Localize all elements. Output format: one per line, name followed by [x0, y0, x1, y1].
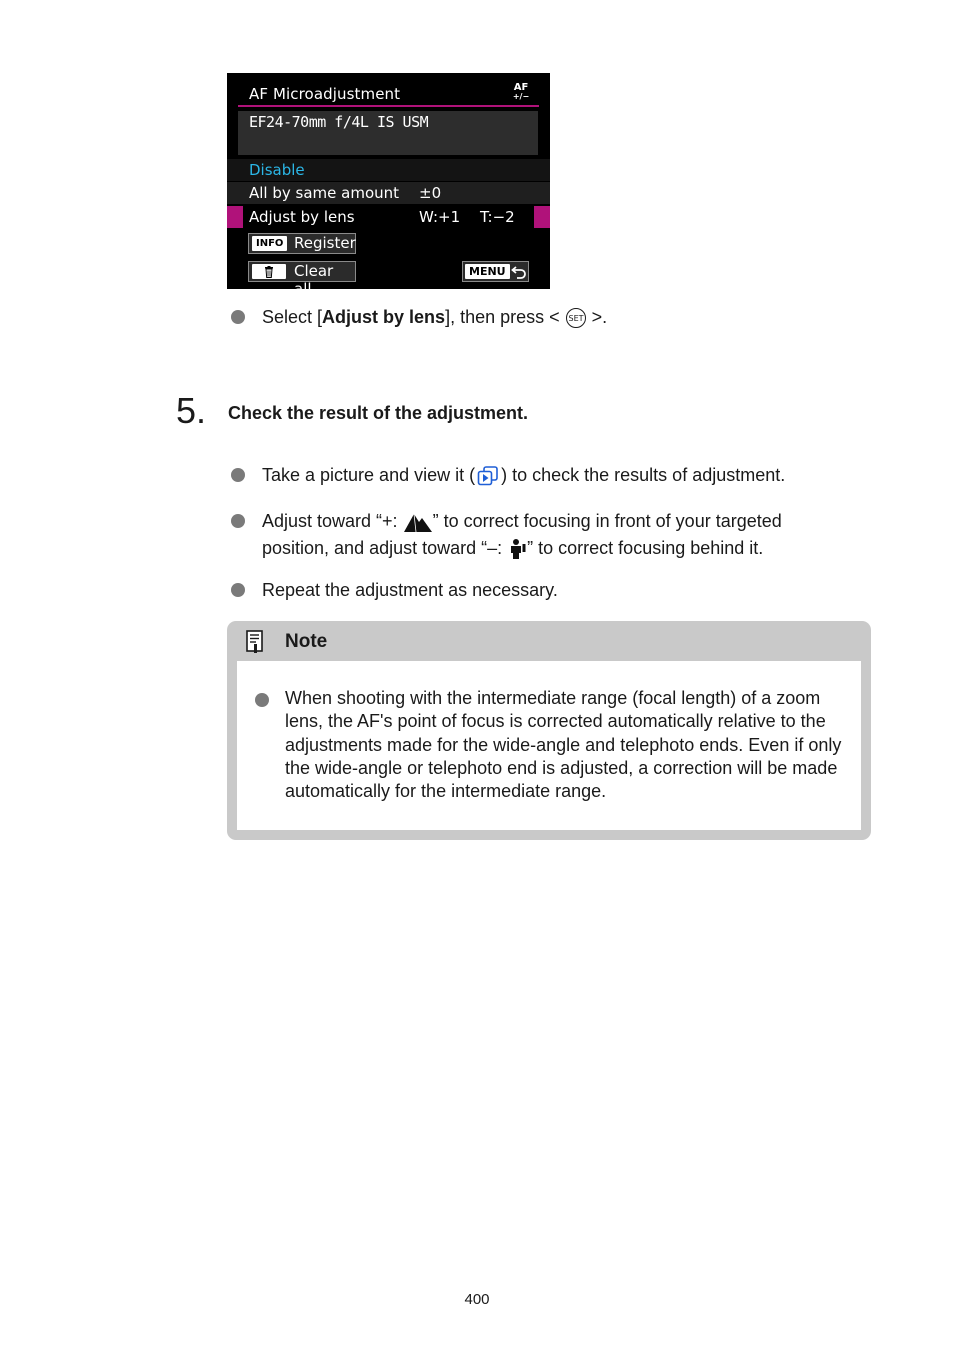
trash-icon	[252, 264, 286, 279]
list-bullet	[255, 693, 269, 707]
menu-option-all-same[interactable]	[227, 182, 550, 204]
list-bullet	[231, 583, 245, 597]
set-button-icon	[565, 307, 587, 329]
clear-all-button[interactable]	[248, 261, 356, 298]
af-icon-top: AF	[513, 82, 529, 93]
list-item-text: ) to check the results of adjustment.	[501, 465, 786, 485]
list-item-text: Adjust toward “+:	[262, 511, 403, 531]
option-disable-label: Disable	[249, 161, 305, 179]
instruction-text: Select [	[262, 307, 323, 327]
list-item-text: position, and adjust toward “–:	[262, 538, 508, 558]
note-body	[237, 661, 861, 830]
instruction-text: >.	[586, 307, 608, 327]
register-button[interactable]	[248, 233, 356, 254]
menu-option-adjust-by-lens[interactable]	[227, 206, 550, 228]
af-microadjust-icon	[511, 83, 531, 103]
info-tag: INFO	[252, 236, 287, 251]
menu-return-icon	[511, 265, 527, 279]
note-box	[227, 621, 871, 840]
instruction-text: ], then press <	[445, 307, 565, 327]
svg-text:SET: SET	[568, 314, 584, 324]
lens-name: EF24-70mm f/4L IS USM	[249, 113, 429, 131]
option-adjust-tele: T:−2	[480, 208, 515, 226]
instruction-bold: Adjust by lens	[322, 307, 446, 327]
register-label: Register	[294, 234, 356, 252]
list-item	[262, 508, 782, 562]
list-bullet	[231, 310, 245, 324]
option-all-value: ±0	[419, 184, 442, 202]
step-number: 5.	[176, 390, 207, 431]
list-item-text: ” to correct focusing in front of your targeted	[432, 511, 782, 531]
list-item-text: ” to correct focusing behind it.	[527, 538, 764, 558]
note-title: Note	[285, 631, 328, 652]
option-adjust-wide: W:+1	[419, 208, 461, 226]
screen-title: AF Microadjustment	[249, 85, 401, 103]
af-icon-bottom: +/−	[512, 92, 530, 101]
note-text: When shooting with the intermediate range (focal length) of a zoom lens, the AF's point of focus is corrected automatically relative to the adjustments made for the wide-angle and telephoto ends. Even if only the wide-angle or telephoto end is adjusted, a correction will be made automatically for the intermediate range.	[285, 688, 842, 802]
menu-return-button[interactable]	[462, 261, 529, 282]
menu-option-disable[interactable]	[227, 159, 550, 181]
option-adjust-label: Adjust by lens	[249, 208, 355, 226]
menu-tag: MENU	[465, 264, 510, 279]
list-item	[262, 462, 785, 489]
note-icon	[246, 630, 264, 654]
title-rule	[238, 105, 539, 107]
playback-icon	[477, 466, 499, 486]
lens-box	[238, 111, 538, 155]
list-item-text: Take a picture and view it (	[262, 465, 476, 485]
clear-all-label: Clear all	[294, 262, 334, 298]
list-bullet	[231, 514, 245, 528]
list-bullet	[231, 468, 245, 482]
camera-screen	[227, 73, 550, 298]
list-item: Repeat the adjustment as necessary.	[262, 580, 558, 600]
mountain-icon	[403, 511, 433, 533]
person-icon	[507, 538, 527, 560]
option-all-label: All by same amount	[249, 184, 400, 202]
page-number: 400	[464, 1291, 490, 1308]
select-adjust-instruction	[262, 304, 607, 331]
step-title: Check the result of the adjustment.	[228, 403, 529, 423]
